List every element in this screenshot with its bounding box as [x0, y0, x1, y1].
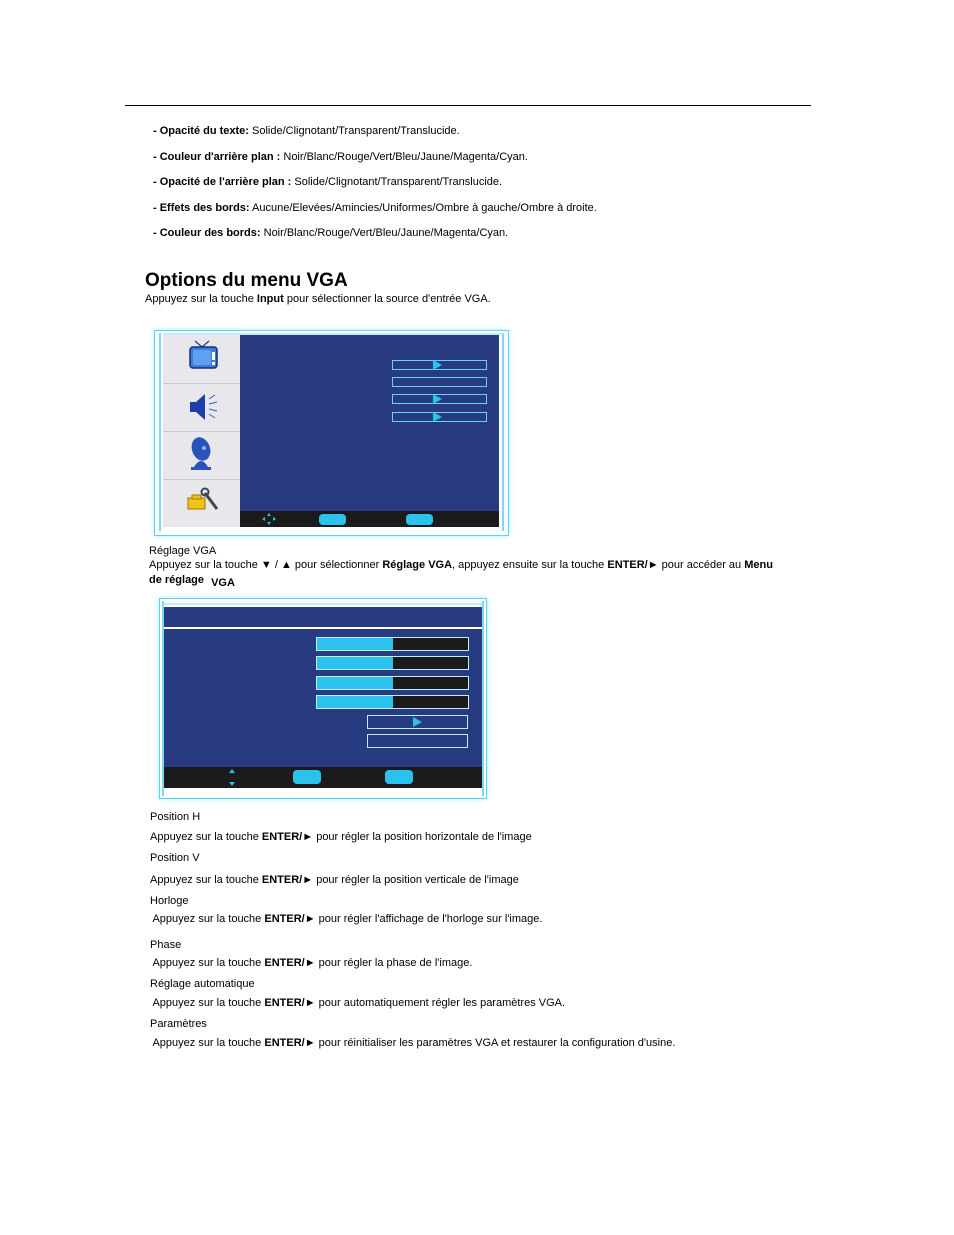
desc-text-clock: Appuyez sur la touche ENTER/► pour régler l'affichage de l'horloge sur l'image.: [150, 913, 543, 925]
satellite-dish-icon: [163, 431, 240, 479]
option-text-opacity: - Opacité du texte: Solide/Clignotant/Transparent/Translucide.: [153, 125, 460, 137]
header-rule: [125, 105, 811, 106]
auto-adjust-field[interactable]: [367, 715, 468, 729]
right-arrow-icon: [433, 412, 442, 422]
desc-title-phase: Phase: [150, 939, 182, 951]
slider-v-position[interactable]: [316, 656, 469, 670]
hint-button-2: [385, 770, 413, 784]
hint-button-1: [319, 514, 346, 525]
menu-sidebar: [163, 335, 240, 527]
hint-button-2: [406, 514, 433, 525]
desc-text-v-position: Appuyez sur la touche ENTER/► pour régler la position verticale de l'image: [150, 874, 519, 886]
menu-field-1[interactable]: [392, 360, 487, 370]
right-arrow-icon: [413, 717, 422, 727]
tools-icon: [163, 479, 240, 527]
slider-h-position[interactable]: [316, 637, 469, 651]
up-down-arrows-icon: [228, 769, 236, 786]
vga-setup-menu-screenshot: [160, 599, 486, 798]
tv-icon: [163, 335, 240, 383]
vga-setting-heading: Réglage VGA: [149, 545, 217, 557]
reset-field[interactable]: [367, 734, 468, 748]
menu-header: [164, 607, 482, 629]
right-arrow-icon: [433, 394, 442, 404]
vga-setting-instructions: Appuyez sur la touche ▼ / ▲ pour sélectionner Réglage VGA, appuyez ensuite sur la touche ENTER/► pour accéder au Menu: [149, 559, 773, 571]
slider-fill: [317, 677, 393, 689]
hint-button-1: [293, 770, 321, 784]
desc-title-settings: Paramètres: [150, 1018, 207, 1030]
option-edge-color: - Couleur des bords: Noir/Blanc/Rouge/Vert/Bleu/Jaune/Magenta/Cyan.: [153, 227, 509, 239]
slider-fill: [317, 657, 393, 669]
desc-text-phase: Appuyez sur la touche ENTER/► pour régler la phase de l'image.: [150, 957, 473, 969]
option-edge-effects: - Effets des bords: Aucune/Elevées/Amincies/Uniformes/Ombre à gauche/Ombre à droite.: [153, 202, 597, 214]
desc-title-h-position: Position H: [150, 811, 201, 823]
section-title: Options du menu VGA: [145, 270, 348, 291]
slider-fill: [317, 696, 393, 708]
menu-item-sound[interactable]: [163, 383, 240, 432]
move-arrows-icon: [262, 513, 276, 525]
main-menu-screenshot: [155, 331, 508, 535]
desc-text-auto-adjust: Appuyez sur la touche ENTER/► pour automatiquement régler les paramètres VGA.: [150, 997, 566, 1009]
menu-field-2[interactable]: [392, 377, 487, 387]
menu-panel: [240, 335, 499, 511]
menu-panel: [164, 629, 482, 767]
option-background-opacity: - Opacité de l'arrière plan : Solide/Clignotant/Transparent/Translucide.: [153, 176, 503, 188]
menu-field-4[interactable]: [392, 412, 487, 422]
desc-title-v-position: Position V: [150, 852, 200, 864]
menu-hint-bar: [164, 767, 482, 788]
speaker-icon: [163, 383, 240, 431]
slider-phase[interactable]: [316, 695, 469, 709]
desc-title-clock: Horloge: [150, 895, 189, 907]
right-arrow-icon: [433, 360, 442, 370]
slider-fill: [317, 638, 393, 650]
option-background-color: - Couleur d'arrière plan : Noir/Blanc/Rouge/Vert/Bleu/Jaune/Magenta/Cyan.: [153, 151, 528, 163]
menu-field-3[interactable]: [392, 394, 487, 404]
menu-item-picture[interactable]: [163, 335, 240, 384]
menu-hint-bar: [240, 511, 499, 527]
section-intro: Appuyez sur la touche Input pour sélectionner la source d'entrée VGA.: [145, 293, 491, 305]
desc-text-h-position: Appuyez sur la touche ENTER/► pour régler la position horizontale de l'image: [150, 831, 532, 843]
desc-text-settings: Appuyez sur la touche ENTER/► pour réinitialiser les paramètres VGA et restaurer la configuration d'usine.: [150, 1037, 676, 1049]
menu-item-channel[interactable]: [163, 431, 240, 480]
menu-item-setup[interactable]: [163, 479, 240, 527]
slider-clock[interactable]: [316, 676, 469, 690]
vga-setting-instructions-2: de réglage VGA: [149, 574, 235, 589]
desc-title-auto-adjust: Réglage automatique: [150, 978, 255, 990]
